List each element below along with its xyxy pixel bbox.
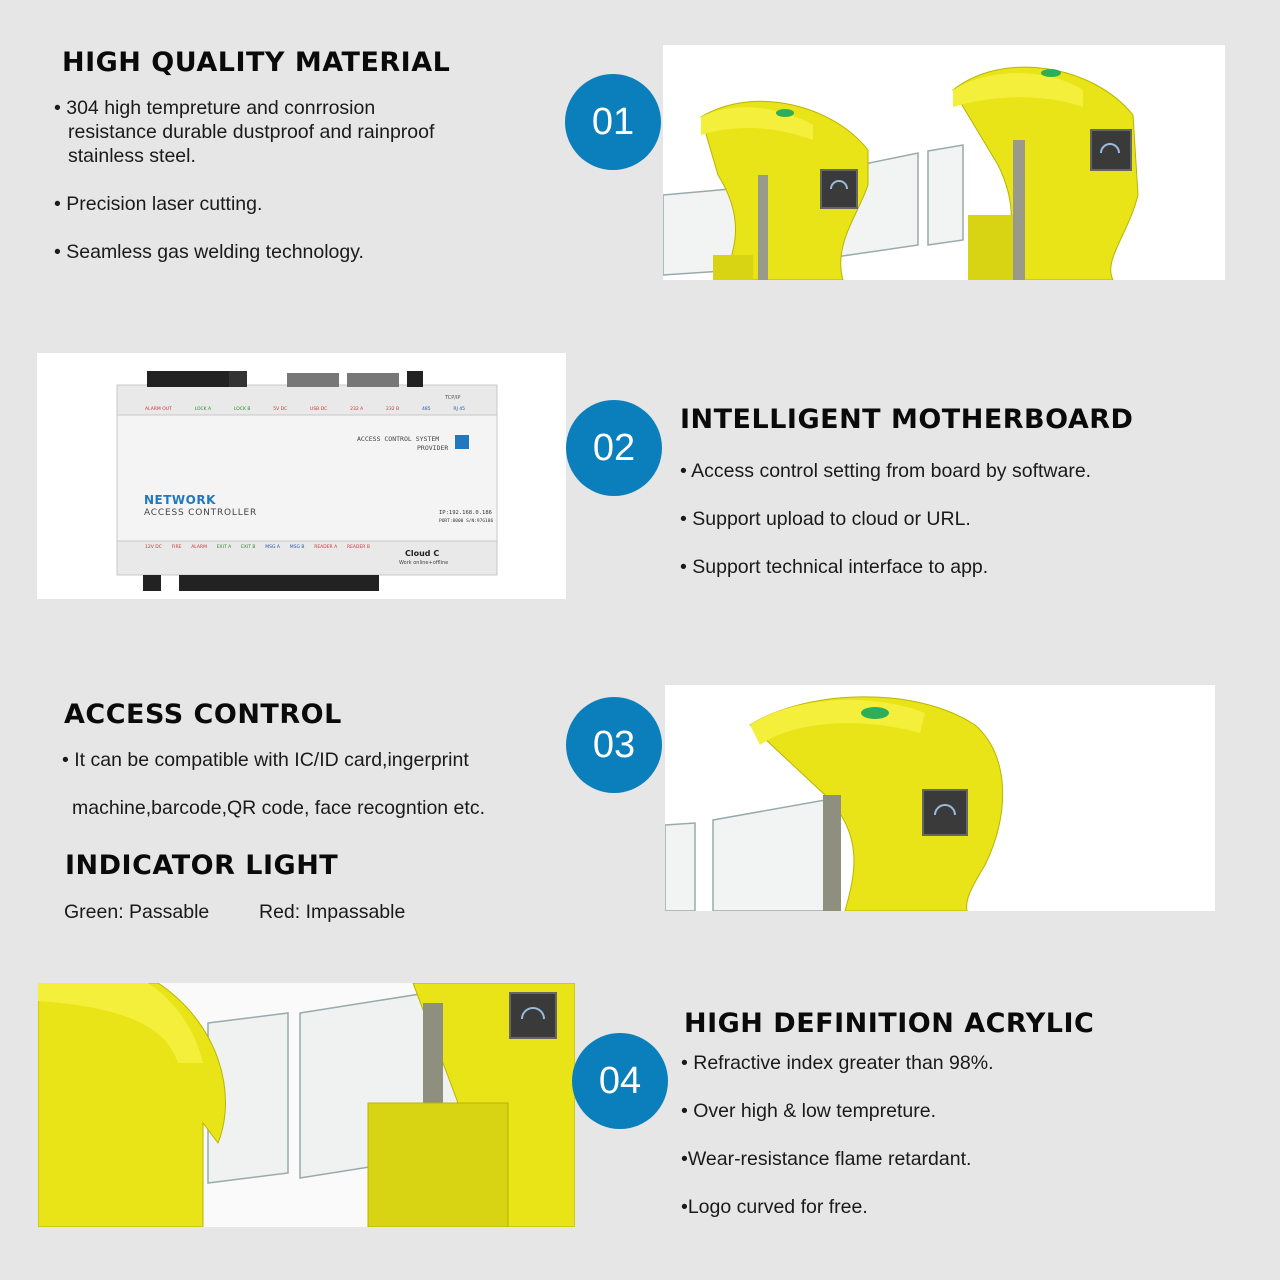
section-4-bullet-3: •Wear-resistance flame retardant. [681,1148,972,1170]
controller-bottom-labels [145,545,370,550]
section-1-bullet-1: • 304 high tempreture and conrrosion [54,97,376,119]
controller-access-label: ACCESS CONTROLLER [144,508,258,518]
badge-03: 03 [566,697,662,793]
section-2-bullet-1: • Access control setting from board by software. [680,460,1092,482]
bottom-label: READER A [314,545,338,550]
bottom-label: MSG A [265,545,280,550]
controller-network-label: NETWORK [144,493,216,507]
cloud-label: Cloud [405,549,431,558]
bottom-label: READER B [346,545,370,550]
indicator-light-title: INDICATOR LIGHT [65,850,339,881]
top-label: 232 A [350,407,364,412]
bottom-label: MSG B [289,545,305,550]
gate-photo-4 [38,983,575,1227]
section-2-bullet-2: • Support upload to cloud or URL. [680,508,971,530]
bottom-label: 12V DC [145,545,162,550]
top-label: 485 [421,407,431,412]
section-1-bullet-3: • Seamless gas welding technology. [54,241,364,263]
section-1-title: HIGH QUALITY MATERIAL [62,47,451,78]
top-label: ALARM OUT [145,407,172,412]
top-label: 232 B [386,407,400,412]
badge-04: 04 [572,1033,668,1129]
section-1-bullet-2: • Precision laser cutting. [54,193,263,215]
bottom-label: EXIT B [240,545,256,550]
controller-photo [37,353,566,599]
bottom-label: ALARM [191,545,207,550]
section-4-bullet-1: • Refractive index greater than 98%. [681,1052,994,1074]
top-label: LOCK A [194,407,212,412]
section-4-bullet-2: • Over high & low tempreture. [681,1100,937,1122]
section-3-bullet-1: • It can be compatible with IC/ID card,ingerprint [62,749,469,771]
section-1-bullet-1-cont: resistance durable dustproof and rainproof [68,121,435,143]
top-label: LOCK B [233,407,251,412]
cloud-letter: C [433,549,440,558]
section-4-title: HIGH DEFINITION ACRYLIC [684,1008,1095,1039]
bottom-label: EXIT A [216,545,232,550]
section-2-title: INTELLIGENT MOTHERBOARD [680,404,1134,435]
top-label: 5V DC [273,407,288,412]
controller-cloud [405,549,439,558]
section-2-bullet-3: • Support technical interface to app. [680,556,989,578]
gate-photo-1 [663,45,1225,280]
indicator-green: Green: Passable [64,901,210,923]
badge-01: 01 [565,74,661,170]
top-label: USB DC [310,407,328,412]
top-label: RJ 45 [453,407,465,412]
bottom-label: FIRE [171,545,182,550]
indicator-red: Red: Impassable [259,901,406,923]
controller-brand-line1: ACCESS CONTROL SYSTEM [357,435,440,443]
badge-02: 02 [566,400,662,496]
controller-tcpip: TCP/IP [445,395,461,401]
controller-brand-line2: PROVIDER [417,444,449,452]
section-1-bullet-1-cont2: stainless steel. [68,145,196,167]
controller-ip: IP:192.168.0.186 [439,510,492,516]
controller-top-labels [145,407,465,412]
section-4-bullet-4: •Logo curved for free. [681,1196,868,1218]
controller-port: PORT:8000 S/N:97G186 [439,519,494,524]
gate-photo-3 [665,685,1215,911]
section-3-bullet-1-cont: machine,barcode,QR code, face recogntion etc. [72,797,485,819]
section-3-title: ACCESS CONTROL [64,699,342,730]
controller-work-mode: Work online+offline [399,560,449,566]
